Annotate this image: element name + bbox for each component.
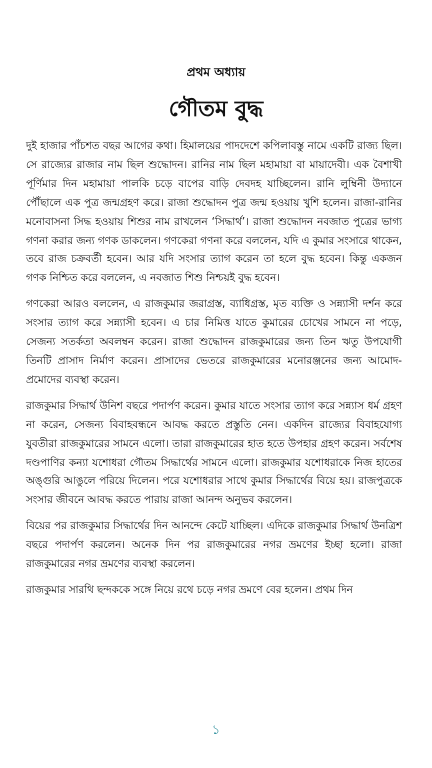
- paragraph-3: রাজকুমার সিদ্ধার্থ উনিশ বছরে পদার্পণ করেন। কুমার যাতে সংসার ত্যাগ করে সন্ন্যাস ধর্ম গ্রহণ না করেন, সেজন্য বিবাহবন্ধনে আবদ্ধ করতে প্রস্তুতি নেন। একদিন রাজ্যের বিবাহযোগ্য যুবতীরা রাজকুমারের সামনে এলো। তারা রাজকুমারের হাত হতে উপহার গ্রহণ করেন। সর্বশেষ দণ্ডপাণির কন্যা যশোধরা গৌতম সিদ্ধার্থের সামনে এলো। রাজকুমার যশোধরাকে নিজ হাতের অঙ্গুরি আঙুলে পরিয়ে দিলেন। পরে যশোধরার সাথে কুমার সিদ্ধার্থের বিয়ে হয়। রাজপুত্রকে সংসার জীবনে আবদ্ধ করতে পারায় রাজা আনন্দ অনুভব করলেন।: [26, 399, 402, 507]
- body-text: [26, 137, 402, 607]
- paragraph-4: বিয়ের পর রাজকুমার সিদ্ধার্থের দিন আনন্দে কেটে যাচ্ছিল। এদিকে রাজকুমার সিদ্ধার্থ উনত্রিশ বছরে পদার্পণ করলেন। অনেক দিন পর রাজকুমারের নগর ভ্রমণের ইচ্ছা হলো। রাজা রাজকুমারের নগর ভ্রমণের ব্যবস্থা করলেন।: [26, 520, 402, 571]
- paragraph-1: দুই হাজার পাঁচশত বছর আগের কথা। হিমালয়ের পাদদেশে কপিলাবস্তু নামে একটি রাজ্য ছিল। সে রাজ্যের রাজার নাম ছিল শুদ্ধোদন। রানির নাম ছিল মহামায়া বা মায়াদেবী। এক বৈশাখী পূর্ণিমার দিন মহামায়া পালকি চড়ে বাপের বাড়ি দেবদহ যাচ্ছিলেন। রানি লুম্বিনী উদ্যানে পৌঁছালে এক পুত্র জন্মগ্রহণ করে। রাজা শুদ্ধোদন পুত্র জন্ম হওয়ায় খুশি হলেন। রাজা-রানির মনোবাসনা সিদ্ধ হওয়ায় শিশুর নাম রাখলেন ‘সিদ্ধার্থ’। রাজা শুদ্ধোদন নবজাত পুত্রের ভাগ্য গণনা করার জন্য গণক ডাকলেন। গণকেরা গণনা করে বললেন, যদি এ কুমার সংসারে থাকেন, তবে রাজ চক্রবর্তী হবেন। আর যদি সংসার ত্যাগ করেন তা হলে বুদ্ধ হবেন। কিন্তু একজন গণক নিশ্চিত করে বললেন, এ নবজাত শিশু নিশ্চয়ই বুদ্ধ হবেন।: [26, 140, 402, 285]
- page-number: ১: [211, 723, 221, 738]
- paragraph-5: রাজকুমার সারথি ছন্দককে সঙ্গে নিয়ে রথে চড়ে নগর ভ্রমণে বের হলেন। প্রথম দিন: [26, 583, 353, 596]
- paragraph-2: গণকেরা আরও বললেন, এ রাজকুমার জরাগ্রস্ত, ব্যাধিগ্রস্ত, মৃত ব্যক্তি ও সন্ন্যাসী দর্শন করে সংসার ত্যাগ করে সন্ন্যাসী হবেন। এ চার নিমিত্ত যাতে কুমারের চোখের সামনে না পড়ে, সেজন্য সতর্কতা অবলম্বন করেন। রাজা শুদ্ধোদন রাজকুমারের জন্য তিন ঋতু উপযোগী তিনটি প্রাসাদ নির্মাণ করেন। প্রাসাদের ভেতরে রাজকুমারের মনোরঞ্জনের জন্য আমোদ-প্রমোদের ব্যবস্থা করেন।: [26, 298, 402, 386]
- page-title: গৌতম বুদ্ধ: [168, 97, 264, 122]
- chapter-heading: প্রথম অধ্যায়: [186, 65, 246, 79]
